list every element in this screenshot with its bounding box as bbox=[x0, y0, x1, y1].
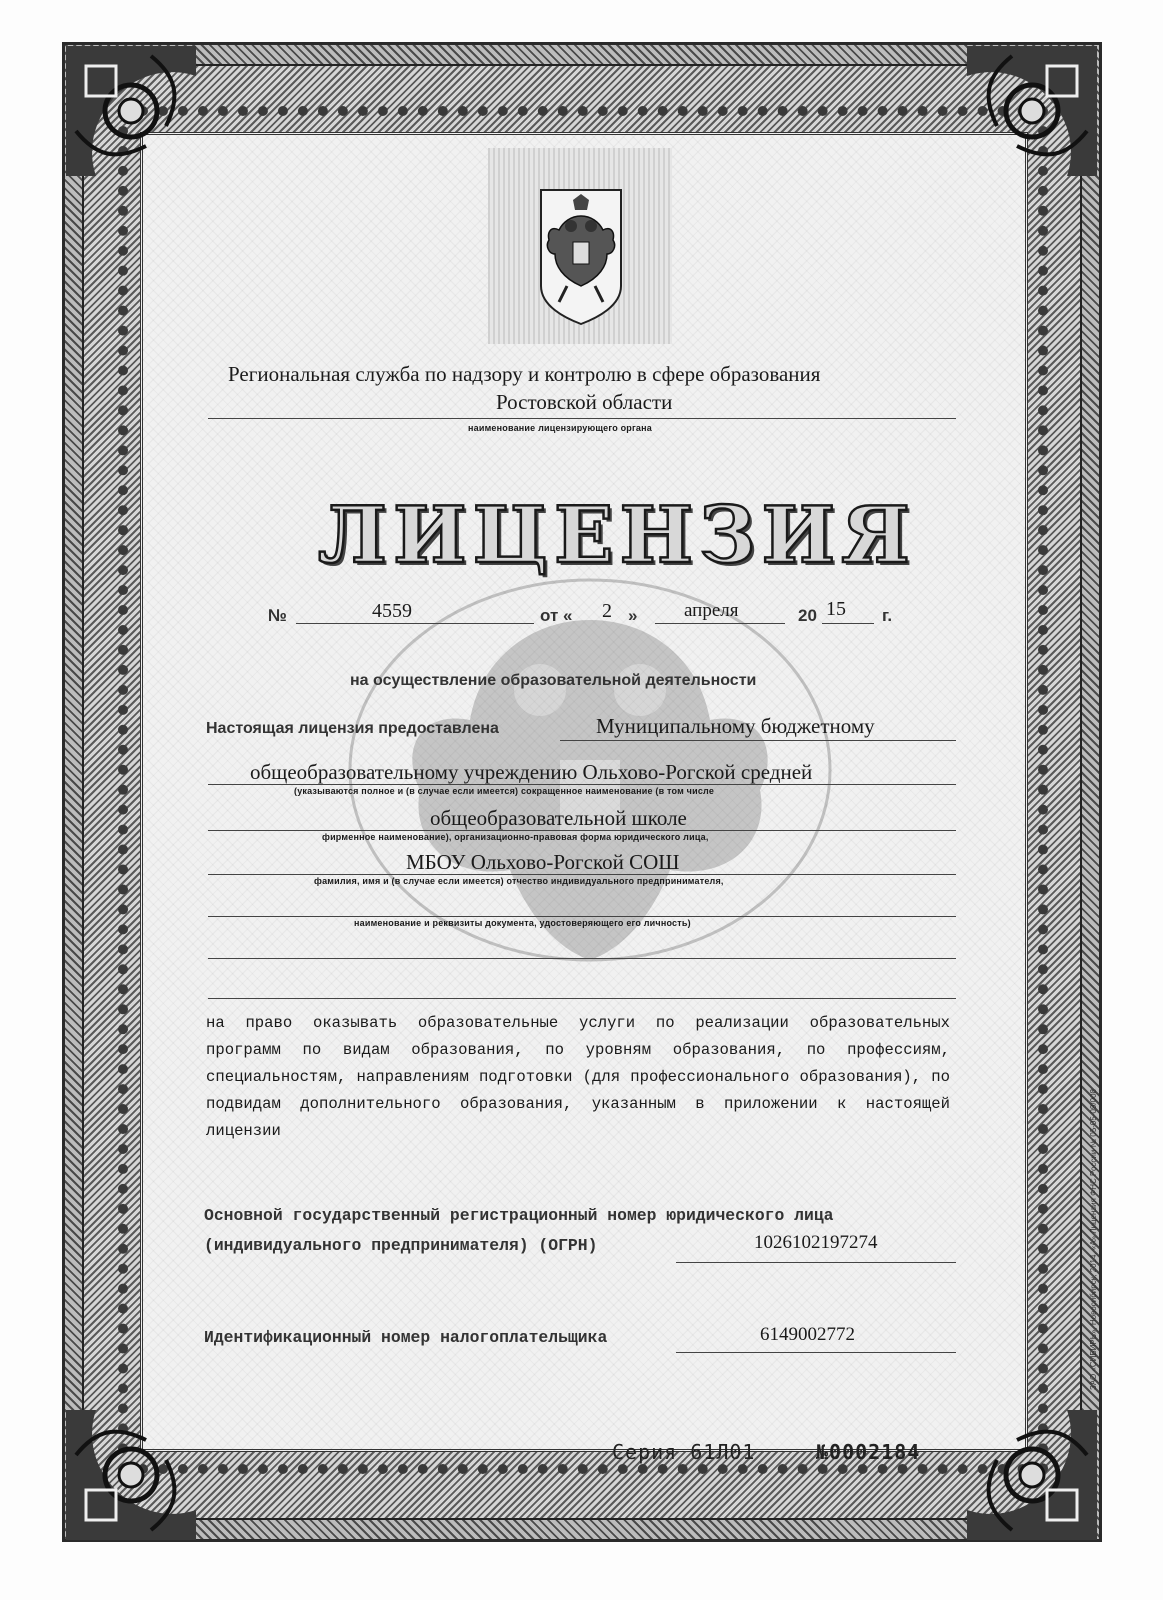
ogrn-label-line2: (индивидуального предпринимателя) (ОГРН) bbox=[204, 1236, 598, 1255]
corner-ornament-icon bbox=[56, 36, 206, 186]
grantee-label: Настоящая лицензия предоставлена bbox=[206, 720, 499, 737]
issuing-authority-line1: Региональная служба по надзору и контролю в сфере образования bbox=[228, 362, 821, 386]
issuing-authority-line2: Ростовской области bbox=[496, 390, 673, 414]
grantee-underline-1 bbox=[560, 740, 956, 741]
grantee-caption-4: наименование и реквизиты документа, удостоверяющего его личность) bbox=[354, 918, 691, 928]
date-close-quote: » bbox=[628, 606, 638, 625]
year-underline bbox=[822, 623, 874, 624]
corner-ornament-icon bbox=[957, 36, 1107, 186]
authority-underline bbox=[208, 418, 956, 419]
grantee-line2: общеобразовательному учреждению Ольхово-Рогской средней bbox=[250, 760, 813, 784]
ogrn-value: 1026102197274 bbox=[754, 1232, 878, 1253]
grantee-underline-5 bbox=[208, 916, 956, 917]
grantee-caption-2: фирменное наименование), организационно-правовая форма юридического лица, bbox=[322, 832, 709, 842]
grantee-line3: общеобразовательной школе bbox=[430, 806, 687, 830]
document-title: ЛИЦЕНЗИЯ bbox=[318, 490, 916, 581]
corner-ornament-icon bbox=[56, 1400, 206, 1550]
license-day: 2 bbox=[602, 600, 612, 622]
authority-caption: наименование лицензирующего органа bbox=[468, 423, 652, 433]
corner-ornament-icon bbox=[957, 1400, 1107, 1550]
inn-value: 6149002772 bbox=[760, 1324, 855, 1345]
date-from-label: от « bbox=[540, 606, 573, 625]
inn-label: Идентификационный номер налогоплательщика bbox=[204, 1328, 608, 1347]
license-number: 4559 bbox=[372, 600, 412, 622]
license-year-suffix: 15 bbox=[826, 598, 846, 620]
grantee-underline-4 bbox=[208, 874, 956, 875]
ogrn-underline bbox=[676, 1262, 956, 1263]
license-month: апреля bbox=[684, 600, 739, 621]
coat-of-arms-icon bbox=[537, 186, 625, 326]
license-purpose: на осуществление образовательной деятельности bbox=[350, 672, 757, 689]
year-unit: г. bbox=[882, 606, 893, 625]
year-prefix: 20 bbox=[798, 606, 817, 625]
form-series: Серия 61Л01 bbox=[612, 1440, 756, 1464]
number-label: № bbox=[268, 606, 287, 625]
grantee-line1: Муниципальному бюджетному bbox=[596, 714, 875, 738]
grantee-caption-3: фамилия, имя и (в случае если имеется) отчество индивидуального предпринимателя, bbox=[314, 876, 724, 886]
printer-note: ЗАО «СИБИРЬ», Новосибирск, 2014, «А» Лицензия ФНС России № 05-05-09/008 bbox=[1089, 1089, 1098, 1390]
inn-underline bbox=[676, 1352, 956, 1353]
grantee-short-name: МБОУ Ольхово-Рогской СОШ bbox=[406, 850, 680, 874]
grantee-underline-7 bbox=[208, 998, 956, 999]
license-rights-text: на право оказывать образовательные услуги по реализации образовательных программ по видам образования, по уровням образования, по профессиям, специальностям, направлениям подготовки (для профессионального образования), по подвидам дополнительного образования, указанным в приложении к настоящей лицензии bbox=[206, 1014, 950, 1140]
ogrn-label-line1: Основной государственный регистрационный номер юридического лица bbox=[204, 1206, 834, 1225]
grantee-underline-3 bbox=[208, 830, 956, 831]
form-number: №0002184 bbox=[816, 1440, 921, 1464]
grantee-underline-2 bbox=[208, 784, 956, 785]
grantee-caption-1: (указываются полное и (в случае если имеется) сокращенное наименование (в том числе bbox=[294, 786, 715, 796]
month-underline bbox=[655, 623, 785, 624]
number-underline bbox=[296, 623, 534, 624]
grantee-underline-6 bbox=[208, 958, 956, 959]
